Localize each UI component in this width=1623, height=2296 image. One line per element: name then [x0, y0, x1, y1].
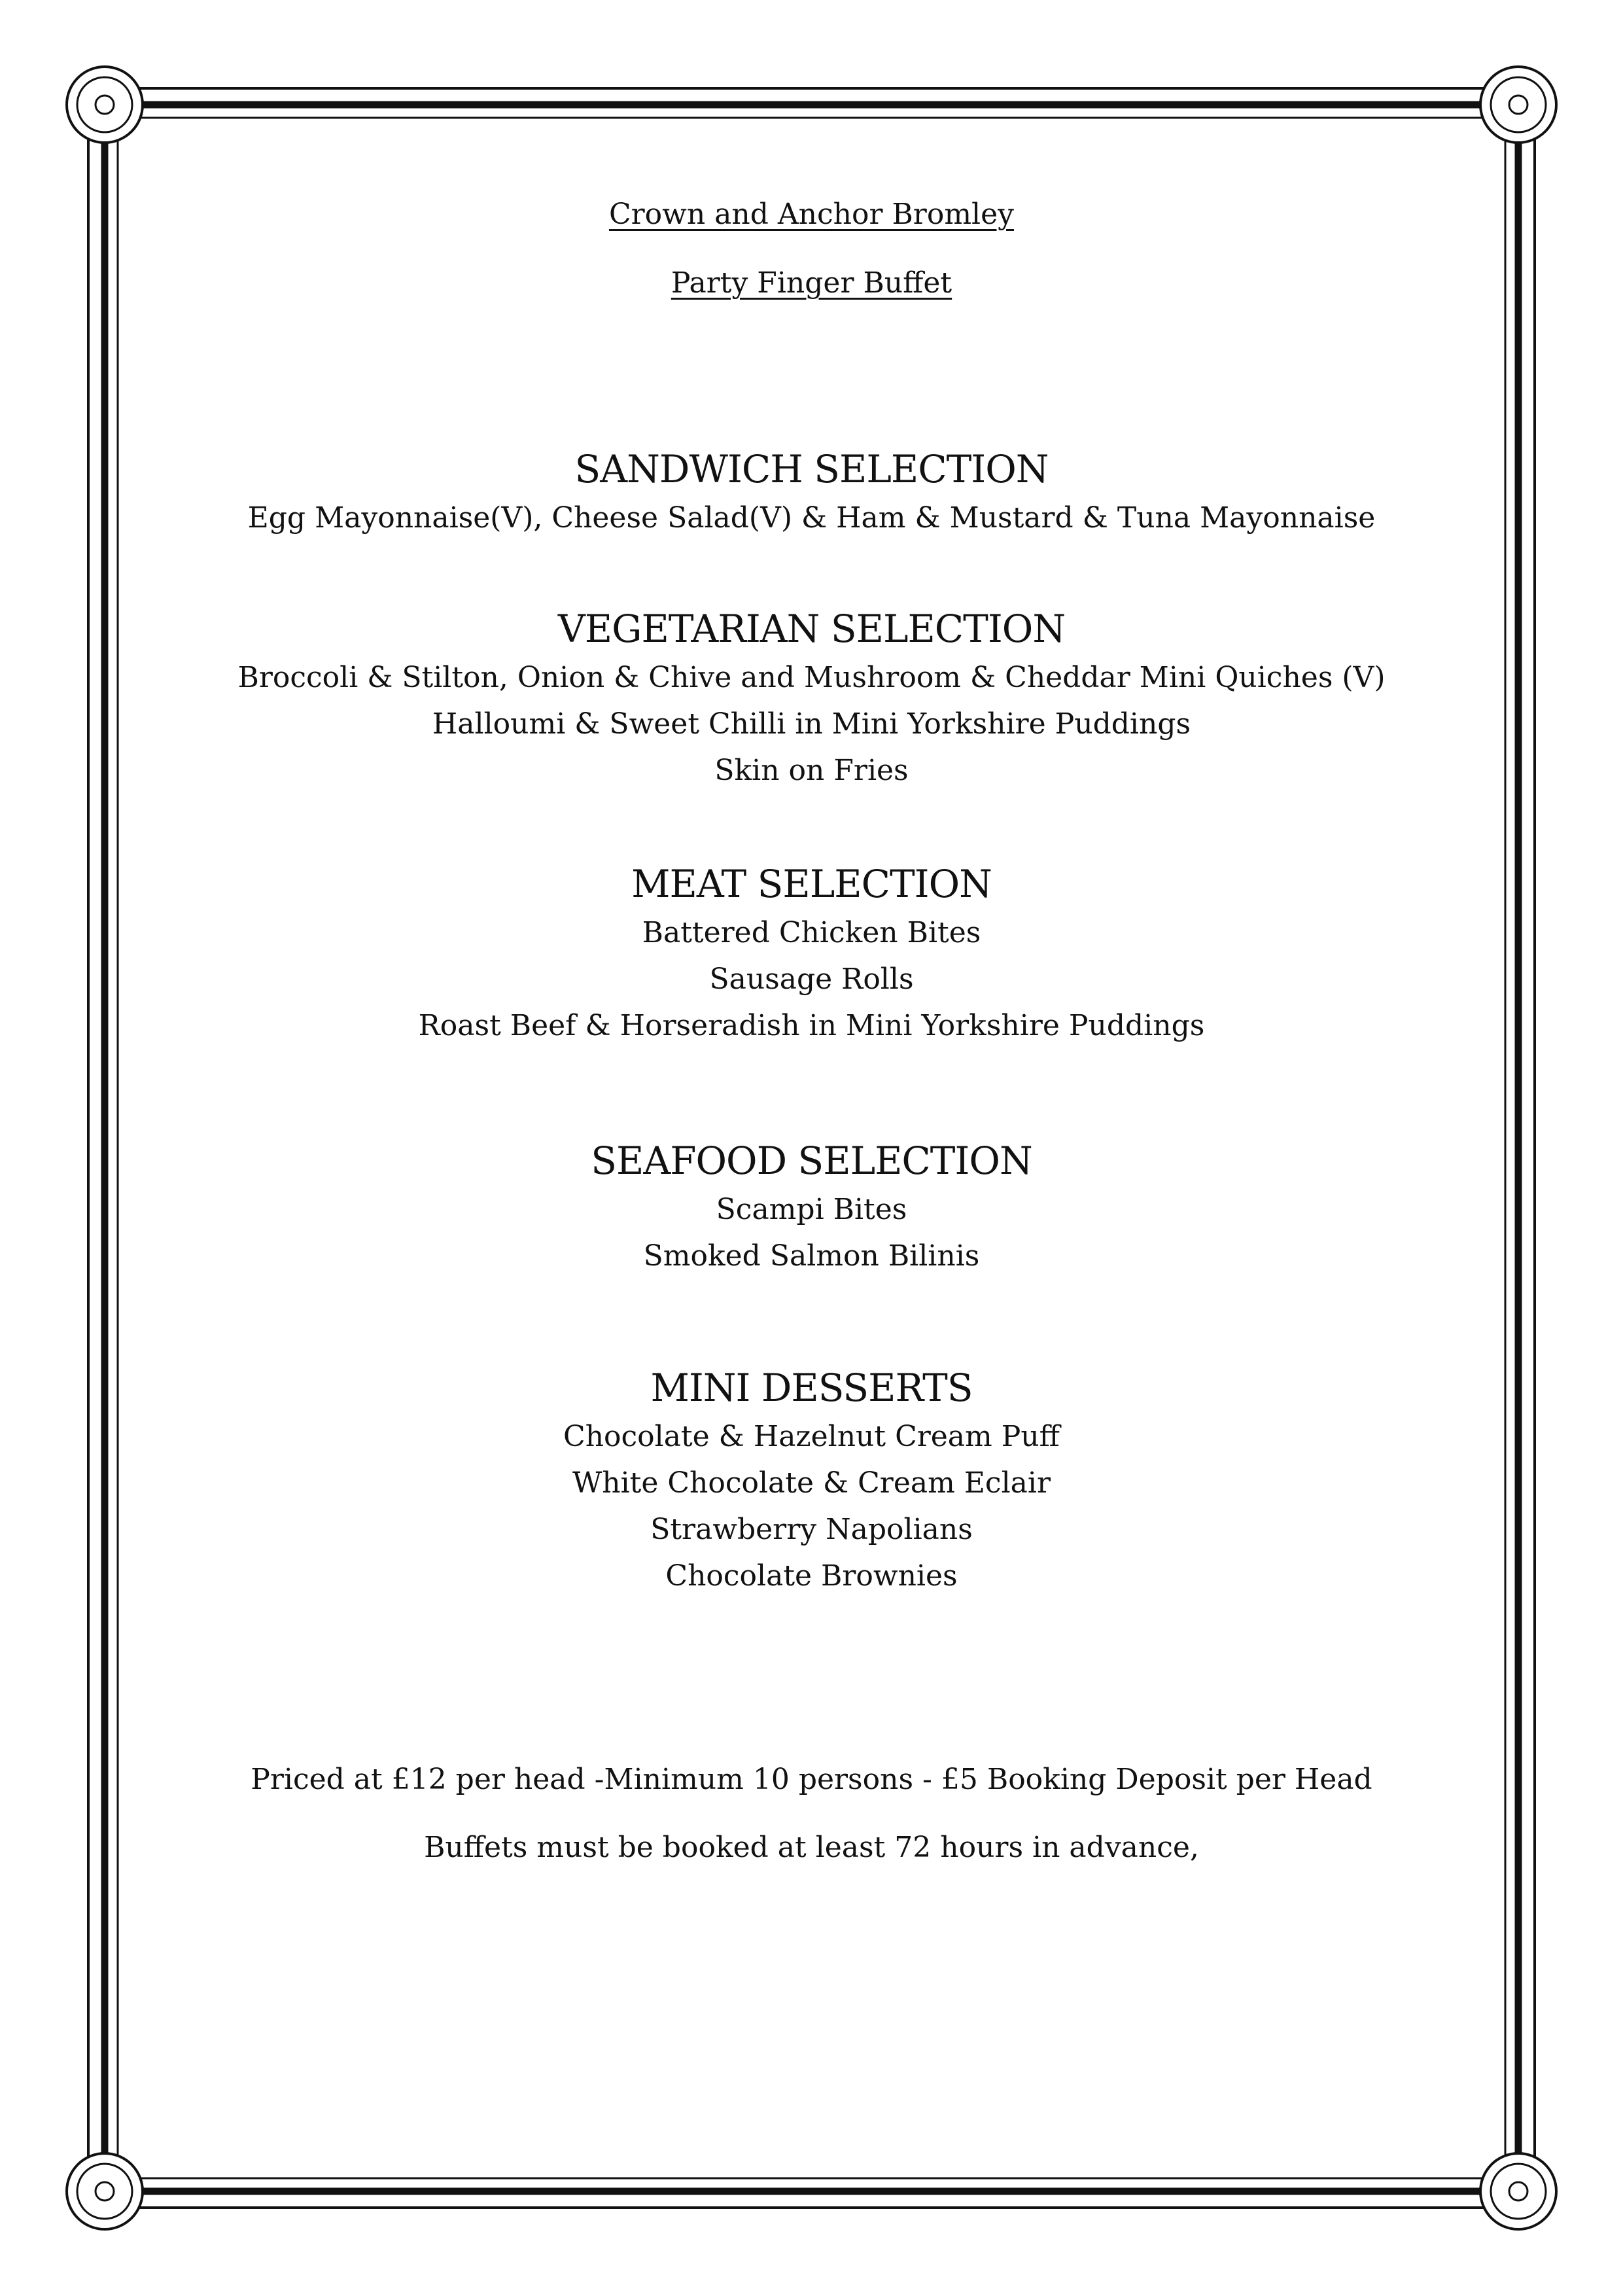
section-heading: MINI DESSERTS [650, 1366, 973, 1410]
corner-ornament-top-right [1480, 67, 1556, 143]
sandwich-section [144, 444, 1479, 541]
menu-item: Strawberry Napolians [650, 1513, 973, 1546]
menu-item: Battered Chicken Bites [642, 916, 981, 949]
menu-item: Halloumi & Sweet Chilli in Mini Yorkshire Puddings [432, 707, 1191, 741]
meat-section [144, 858, 1479, 1049]
menu-item: Broccoli & Stilton, Onion & Chive and Mushroom & Cheddar Mini Quiches (V) [237, 661, 1386, 694]
section-heading: MEAT SELECTION [631, 862, 992, 906]
desserts-section [144, 1362, 1479, 1599]
vegetarian-section [144, 603, 1479, 794]
menu-item: Roast Beef & Horseradish in Mini Yorkshire Puddings [418, 1009, 1205, 1042]
menu-item: Chocolate & Hazelnut Cream Puff [563, 1420, 1060, 1453]
corner-ornament-bottom-left [67, 2153, 143, 2229]
menu-item: Egg Mayonnaise(V), Cheese Salad(V) & Ham & Mustard & Tuna Mayonnaise [247, 501, 1376, 535]
seafood-section [144, 1135, 1479, 1279]
section-heading: SEAFOOD SELECTION [591, 1139, 1032, 1183]
section-heading: VEGETARIAN SELECTION [557, 607, 1066, 651]
pricing-note: Priced at £12 per head -Minimum 10 persons - £5 Booking Deposit per Head [251, 1763, 1372, 1796]
menu-item: Sausage Rolls [709, 963, 914, 996]
menu-item: Scampi Bites [716, 1193, 907, 1226]
venue-name: Crown and Anchor Bromley [608, 198, 1015, 231]
corner-ornament-bottom-right [1480, 2153, 1556, 2229]
booking-note: Buffets must be booked at least 72 hours in advance, [424, 1831, 1199, 1864]
corner-ornament-top-left [67, 67, 143, 143]
menu-item: Skin on Fries [714, 754, 909, 787]
menu-title: Party Finger Buffet [671, 266, 952, 300]
menu-item: Chocolate Brownies [665, 1559, 958, 1593]
menu-item: White Chocolate & Cream Eclair [572, 1466, 1051, 1500]
section-heading: SANDWICH SELECTION [574, 447, 1049, 491]
menu-item: Smoked Salmon Bilinis [643, 1239, 980, 1273]
